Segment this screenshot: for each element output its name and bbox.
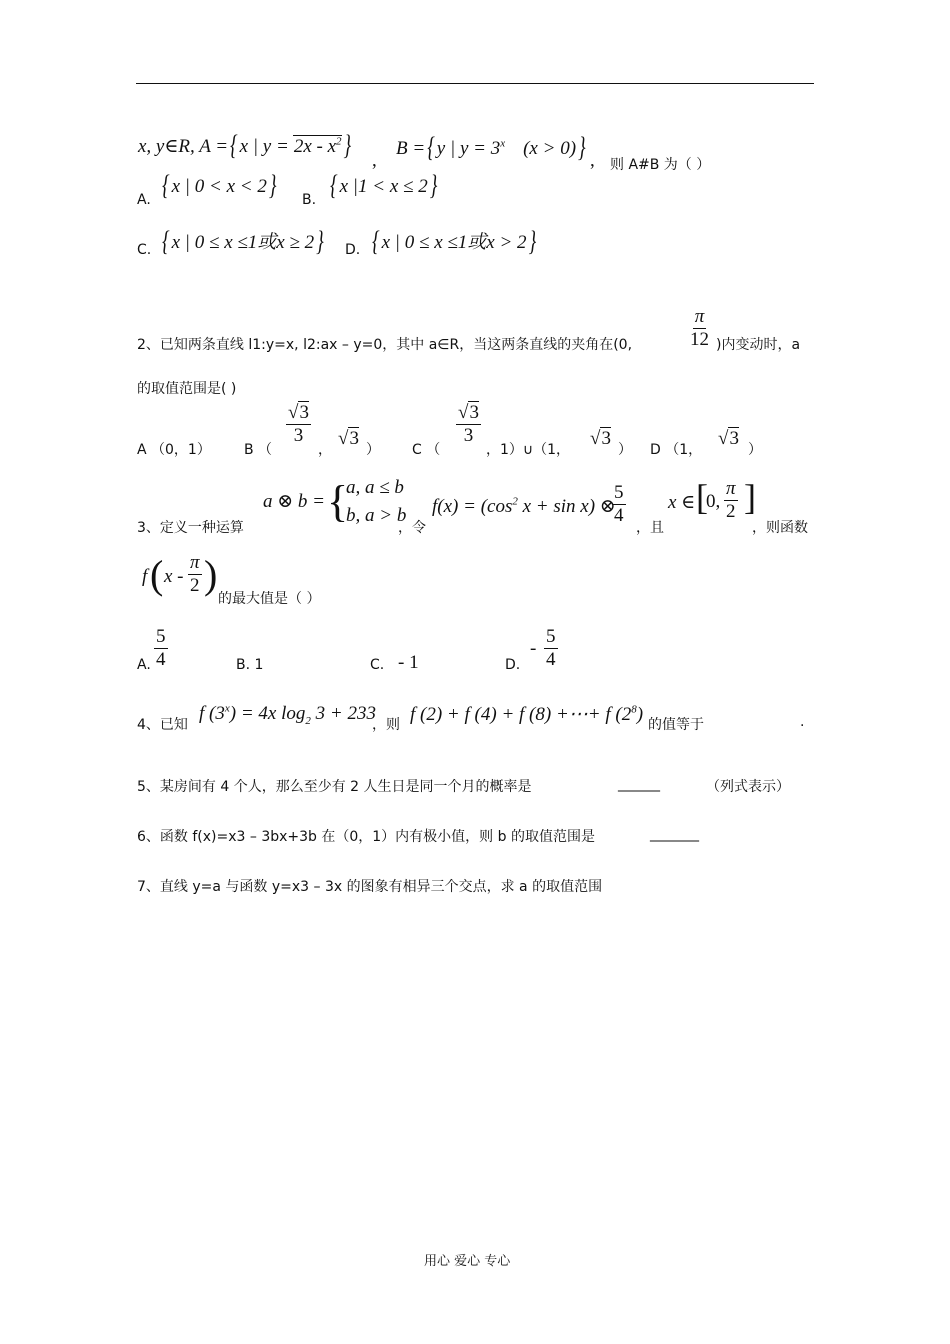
q2-opt-b-end: ） <box>366 442 380 458</box>
q2-opt-b-mid: ， <box>318 442 332 458</box>
q1-lead: x, y∈R, A = <box>138 136 229 157</box>
q2-opt-d-sqrt: √3 <box>718 428 739 449</box>
q1-setB-cond: (x > 0) <box>523 138 577 159</box>
q3-opt-a-frac: $\frac{5}{4}$ <box>156 626 166 670</box>
q1-setA-exp: 2 <box>336 135 342 148</box>
q2-opt-b-label: B （ <box>244 442 273 458</box>
q3-f-shift: f <box>142 566 148 587</box>
q3-op-lhs: a ⊗ b = <box>263 491 325 512</box>
q4-lead: 4、已知 <box>137 717 188 733</box>
q7-text: 7、直线 y=a 与函数 y=x3 – 3x 的图象有相异三个交点，求 a 的取值范围 <box>137 879 603 895</box>
q3-intro: 3、定义一种运算 <box>137 520 244 536</box>
q2-opt-c-mid: ，1）∪（1， <box>486 442 571 458</box>
q3-opt-b: B. 1 <box>236 657 264 673</box>
q1-setB-body: y | y = 3 <box>436 138 501 159</box>
q1-statement: x, y∈R, A = { x | $y = 2x - x^2$ } <box>138 130 352 162</box>
q3-shift-frac: $\frac{\pi}{2}$ <box>190 552 200 596</box>
q3-interval-lbr: [ <box>696 477 708 517</box>
q1-comma1: , <box>372 150 377 171</box>
q3-then: ，则函数 <box>752 520 808 536</box>
q4-then: ，则 <box>372 717 400 733</box>
q3-opt-d-label: D. <box>505 657 521 673</box>
q2-opt-d-label: D （1， <box>650 442 703 458</box>
q3-opt-c-label: C. <box>370 657 385 673</box>
q3-f-def: $f(x) = (\cos^2$ x + sin x) ⊗ <box>432 495 616 517</box>
q3-opt-d-sign: - <box>530 638 537 659</box>
q2-opt-d-end: ） <box>748 442 762 458</box>
q2-opt-a: A （0，1） <box>137 442 211 458</box>
q1-opt-c: { x | 0 ≤ x ≤1或x ≥ 2 } <box>162 226 324 258</box>
q1-opt-d-label: D. <box>345 242 361 258</box>
q3-f-frac: $\frac{5}{4}$ <box>614 482 624 526</box>
q2-text-3: 的取值范围是( ) <box>137 381 237 397</box>
q1-setA-body: x | y = <box>239 136 289 157</box>
q5-note: （列式表示） <box>706 779 790 795</box>
q2-opt-b-frac: $\frac{√3}{3}$ <box>288 402 309 446</box>
header-rule <box>136 83 814 84</box>
q1-opt-c-label: C. <box>137 242 152 258</box>
q3-comma: ，令 <box>398 520 426 536</box>
q1-opt-d: { x | 0 ≤ x ≤1或x > 2 } <box>372 226 537 258</box>
q3-opt-d-frac: $\frac{5}{4}$ <box>546 626 556 670</box>
q4-expr-2: f (2) + f (4) + f (8) +⋯+ f $(2^8)$ <box>410 703 644 725</box>
q3-case-2: b, a > b <box>346 505 407 526</box>
q1-setB: B = { y | $y = 3^x$ (x > 0) } <box>396 132 586 164</box>
q2-opt-c-label: C （ <box>412 442 441 458</box>
q5-blank: ______ <box>618 776 660 792</box>
q6-text: 6、函数 f(x)=x3 – 3bx+3b 在（0，1）内有极小值，则 b 的取值范围是 <box>137 829 595 845</box>
q1-opt-a-label: A. <box>137 192 151 208</box>
q5-text: 5、某房间有 4 个人，那么至少有 2 人生日是同一个月的概率是 <box>137 779 532 795</box>
q3-x-in: x ∈ <box>668 492 696 513</box>
q3-max-text: 的最大值是（ ） <box>218 591 321 607</box>
q3-interval-l: 0, <box>706 491 721 512</box>
q2-opt-c-frac: $\frac{√3}{3}$ <box>458 402 479 446</box>
q3-and: ，且 <box>636 520 664 536</box>
q3-interval-rbr: ] <box>744 477 756 517</box>
q1-opt-b-label: B. <box>302 192 317 208</box>
q1-opt-a: { x | 0 < x < 2 } <box>162 170 277 202</box>
q1-comma2: , <box>590 150 595 171</box>
q1-ask: 则 A#B 为（ ） <box>610 157 711 173</box>
q2-opt-c-sqrt: √3 <box>590 428 611 449</box>
q4-expr-1: f $(3^x) = 4x$ $\log_2 3 + 233$ <box>199 702 376 727</box>
q1-opt-b: { x |1 < x ≤ 2 } <box>330 170 438 202</box>
q3-opt-a-label: A. <box>137 657 151 673</box>
q2-text-1: 2、已知两条直线 l1:y=x, l2:ax – y=0，其中 a∈R，当这两条直线的夹角在(0, <box>137 337 633 353</box>
q3-opt-c: - 1 <box>398 652 419 673</box>
q3-case-1: a, a ≤ b <box>346 477 404 498</box>
footer-text: 用心 爱心 专心 <box>424 1254 511 1269</box>
q2-text-2: )内变动时，a <box>716 337 801 353</box>
q3-shift-rparen: ) <box>204 552 218 597</box>
q2-opt-c-end: ） <box>618 442 632 458</box>
q3-shift-lparen: ( <box>150 552 164 597</box>
q1-setB-lead: B = <box>396 138 426 159</box>
q4-tail: 的值等于 <box>648 717 704 733</box>
q3-shift-x: x - <box>164 566 184 587</box>
q6-blank: _______ <box>650 826 699 842</box>
q4-dot: . <box>800 714 805 730</box>
q1-setA-radicand: 2x - x <box>293 136 337 157</box>
q3-interval-frac: $\frac{\pi}{2}$ <box>726 478 736 522</box>
q1-setB-exp: x <box>500 137 506 150</box>
q3-brace: { <box>327 477 349 526</box>
q2-fraction: $\frac{\pi}{12}$ <box>690 306 709 350</box>
q2-opt-b-sqrt: √3 <box>338 428 359 449</box>
